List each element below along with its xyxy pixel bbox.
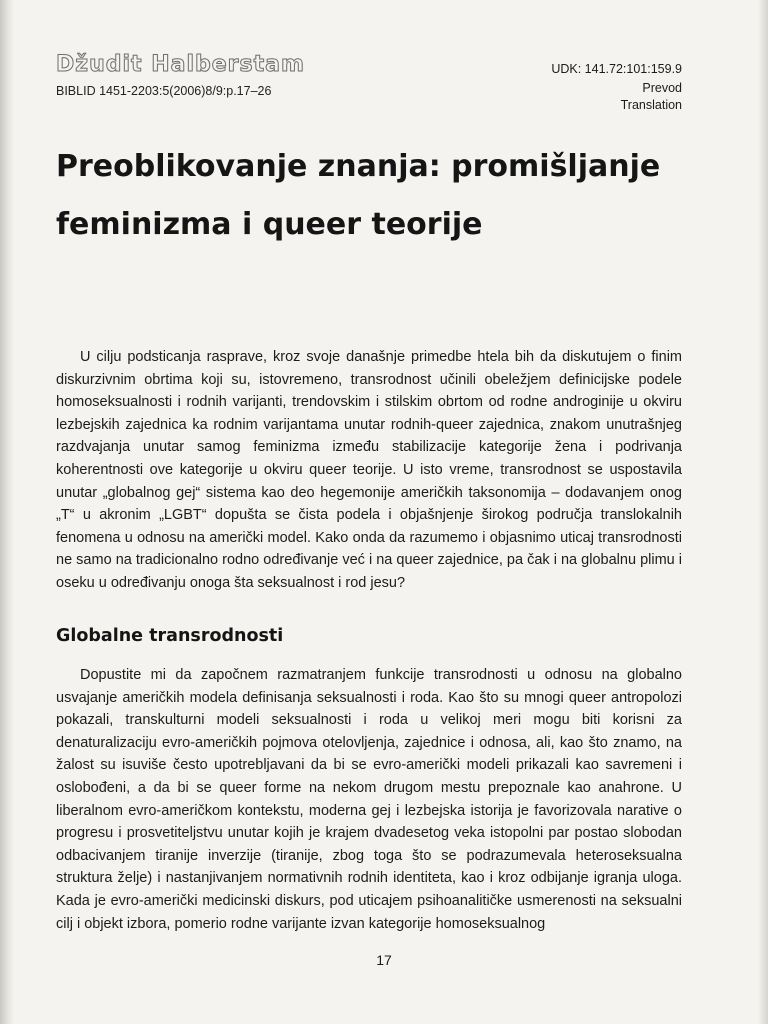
body-paragraph: Dopustite mi da započnem razmatranjem funkcije transrodnosti u odnosu na globalno usvajanje američkih modela definisanja seksualnosti i roda. Kao što su mnogi queer antropolozi pokazali, transkulturni modeli seksualnosti i roda u velikoj meri mogu biti korisni za denaturalizaciju evro-američkih pojmova otelovljenja, zajednice i odnosa, ali, kao što znamo, na žalost su isuviše često upotrebljavani da bi se evro-američki modeli prikazali kao savremeni i oslobođeni, a da bi se queer forme na nekom drugom mestu prepoznale kao anahrone. U liberalnom evro-američkom kontekstu, moderna gej i lezbejska istorija je favorizovala narative o progresu i prosvetiteljstvu unutar kojih je krajem dvadesetog veka istopolni par postao slobodan odbacivanjem tiranije inverzije (tiranije, zbog toga što se podrazumevala heteroseksualna struktura želje) i nastanjivanjem normativnih rodnih identiteta, kao i kroz odbijanje igranja uloga. Kada je evro-američki medicinski diskurs, pod uticajem psihoanalitičke usmerenosti na seksualni cilj i objekt izbora, pomerio rodne varijante izvan kategorije homoseksualnog <box>56 667 682 932</box>
page-number: 17 <box>376 952 392 968</box>
scan-edge-right <box>758 0 768 1024</box>
section-heading: Globalne transrodnosti <box>56 626 284 646</box>
scan-edge-left <box>0 0 14 1024</box>
article-type-prevod: Prevod <box>642 81 682 95</box>
author-name: Džudit Halberstam <box>56 52 305 77</box>
biblid-reference: BIBLID 1451-2203:5(2006)8/9:p.17–26 <box>56 84 272 98</box>
article-title: Preoblikovanje znanja: promišljanje feminizma i queer teorije <box>56 149 661 242</box>
udk-code: UDK: 141.72:101:159.9 <box>551 62 682 76</box>
article-type-translation: Translation <box>620 98 682 112</box>
abstract-paragraph: U cilju podsticanja rasprave, kroz svoje današnje primedbe htela bih da diskutujem o finim diskurzivnim obrtima koji su, istovremeno, transrodnost učinili obeležjem definicijske podele homoseksualnosti i rodnih varijanti, trendovskim i stilskim obrtom od rodne androginije u okviru lezbejskih zajednica ka rodnim varijantama unutar rodnih-queer zajednica, znakom unutrašnjeg razdvajanja unutar samog feminizma između stabilizacije kategorije žena i podrivanja koherentnosti ove kategorije u okviru queer teorije. U isto vreme, transrodnost se uspostavila unutar „globalnog gej“ sistema kao deo hegemonije američkih taksonomija – dodavanjem onog „T“ u akronim „LGBT“ dopušta se čista podela i objašnjenje širokog područja translokalnih fenomena u odnosu na američki model. Kako onda da razumemo i objasnimo uticaj transrodnosti ne samo na tradicionalno rodno određivanje već i na queer zajednice, pa čak i na globalnu plimu i oseku u određivanju onoga šta seksualnost i rod jesu? <box>56 349 682 591</box>
